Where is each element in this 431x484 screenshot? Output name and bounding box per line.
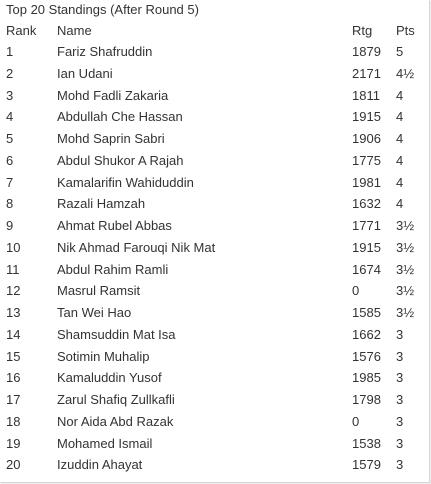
rating-cell: 1798 bbox=[352, 392, 381, 407]
rating-cell: 1879 bbox=[352, 44, 381, 59]
points-cell: 3 bbox=[396, 370, 404, 386]
table-row bbox=[0, 41, 429, 62]
header-rank: Rank bbox=[6, 23, 37, 38]
rating-cell: 1576 bbox=[352, 348, 381, 364]
points-cell: 4½ bbox=[396, 65, 415, 81]
points-cell: 5 bbox=[396, 44, 404, 59]
rating-cell: 1674 bbox=[352, 261, 381, 277]
points-cell: 3 bbox=[396, 326, 404, 342]
name-cell: Shamsuddin Mat Isa bbox=[57, 326, 176, 342]
rank-cell: 20 bbox=[6, 457, 21, 473]
rank-cell: 4 bbox=[6, 109, 14, 125]
name-cell: Tan Wei Hao bbox=[57, 305, 132, 320]
rank-cell: 13 bbox=[6, 305, 21, 320]
rating-cell: 1585 bbox=[352, 305, 381, 320]
name-cell: Izuddin Ahayat bbox=[57, 457, 143, 473]
rank-cell: 7 bbox=[6, 174, 14, 190]
rating-cell: 1538 bbox=[352, 435, 381, 451]
table-row bbox=[0, 454, 429, 475]
table-row bbox=[0, 280, 429, 301]
rating-cell: 1985 bbox=[352, 370, 381, 386]
name-cell: Mohd Saprin Sabri bbox=[57, 131, 165, 146]
rating-cell: 1662 bbox=[352, 326, 381, 342]
name-cell: Abdul Rahim Ramli bbox=[57, 261, 169, 277]
table-row bbox=[0, 389, 429, 410]
points-cell: 3 bbox=[396, 413, 404, 429]
points-cell: 3½ bbox=[396, 261, 415, 277]
rating-cell: 1775 bbox=[352, 152, 381, 168]
rating-cell: 0 bbox=[352, 413, 360, 429]
table-row bbox=[0, 215, 429, 236]
rank-cell: 2 bbox=[6, 65, 14, 81]
table-row bbox=[0, 346, 429, 367]
table-row bbox=[0, 302, 429, 323]
rank-cell: 16 bbox=[6, 370, 21, 386]
rating-cell: 1981 bbox=[352, 174, 381, 190]
table-row bbox=[0, 433, 429, 454]
name-cell: Nik Ahmad Farouqi Nik Mat bbox=[57, 239, 216, 255]
name-cell: Fariz Shafruddin bbox=[57, 44, 153, 59]
rank-cell: 14 bbox=[6, 326, 21, 342]
name-cell: Kamaluddin Yusof bbox=[57, 370, 162, 386]
table-row bbox=[0, 85, 429, 106]
table-row bbox=[0, 128, 429, 149]
rank-cell: 18 bbox=[6, 413, 21, 429]
name-cell: Zarul Shafiq Zullkafli bbox=[57, 392, 175, 407]
points-cell: 4 bbox=[396, 196, 404, 212]
rank-cell: 5 bbox=[6, 131, 14, 146]
table-row bbox=[0, 63, 429, 84]
rank-cell: 19 bbox=[6, 435, 21, 451]
table-row bbox=[0, 367, 429, 388]
rank-cell: 11 bbox=[6, 261, 20, 277]
rank-cell: 6 bbox=[6, 152, 14, 168]
name-cell: Razali Hamzah bbox=[57, 196, 146, 212]
name-cell: Ian Udani bbox=[57, 65, 113, 81]
points-cell: 3 bbox=[396, 435, 404, 451]
rating-cell: 1906 bbox=[352, 131, 381, 146]
rating-cell: 2171 bbox=[352, 65, 381, 81]
table-header bbox=[0, 20, 429, 41]
table-row bbox=[0, 193, 429, 214]
rank-cell: 9 bbox=[6, 218, 14, 233]
table-row bbox=[0, 324, 429, 345]
table-row bbox=[0, 106, 429, 127]
rating-cell: 1915 bbox=[352, 109, 381, 125]
points-cell: 4 bbox=[396, 152, 404, 168]
rating-cell: 1579 bbox=[352, 457, 381, 473]
rating-cell: 1811 bbox=[352, 87, 380, 103]
rank-cell: 1 bbox=[6, 44, 14, 59]
points-cell: 3 bbox=[396, 348, 404, 364]
points-cell: 4 bbox=[396, 109, 404, 125]
rank-cell: 3 bbox=[6, 87, 14, 103]
rank-cell: 15 bbox=[6, 348, 21, 364]
name-cell: Masrul Ramsit bbox=[57, 283, 141, 299]
name-cell: Abdullah Che Hassan bbox=[57, 109, 183, 125]
table-row bbox=[0, 237, 429, 258]
points-cell: 4 bbox=[396, 131, 404, 146]
table-row bbox=[0, 150, 429, 171]
rank-cell: 17 bbox=[6, 392, 21, 407]
header-rating: Rtg bbox=[352, 23, 373, 38]
header-name: Name bbox=[57, 23, 92, 38]
points-cell: 3 bbox=[396, 457, 404, 473]
name-cell: Mohamed Ismail bbox=[57, 435, 153, 451]
rating-cell: 0 bbox=[352, 283, 360, 299]
header-points: Pts bbox=[396, 23, 415, 38]
points-cell: 3½ bbox=[396, 218, 415, 233]
rating-cell: 1771 bbox=[352, 218, 381, 233]
name-cell: Abdul Shukor A Rajah bbox=[57, 152, 184, 168]
points-cell: 4 bbox=[396, 87, 404, 103]
table-row bbox=[0, 172, 429, 193]
points-cell: 3 bbox=[396, 392, 404, 407]
standings-title: Top 20 Standings (After Round 5) bbox=[6, 2, 199, 17]
points-cell: 4 bbox=[396, 174, 404, 190]
points-cell: 3½ bbox=[396, 283, 415, 299]
points-cell: 3½ bbox=[396, 239, 415, 255]
rank-cell: 10 bbox=[6, 239, 21, 255]
points-cell: 3½ bbox=[396, 305, 415, 320]
rating-cell: 1632 bbox=[352, 196, 381, 212]
table-row bbox=[0, 259, 429, 280]
name-cell: Nor Aida Abd Razak bbox=[57, 413, 174, 429]
rank-cell: 12 bbox=[6, 283, 21, 299]
name-cell: Sotimin Muhalip bbox=[57, 348, 150, 364]
name-cell: Kamalarifin Wahiduddin bbox=[57, 174, 194, 190]
rating-cell: 1915 bbox=[352, 239, 381, 255]
table-row bbox=[0, 411, 429, 432]
rank-cell: 8 bbox=[6, 196, 14, 212]
name-cell: Ahmat Rubel Abbas bbox=[57, 218, 172, 233]
name-cell: Mohd Fadli Zakaria bbox=[57, 87, 169, 103]
